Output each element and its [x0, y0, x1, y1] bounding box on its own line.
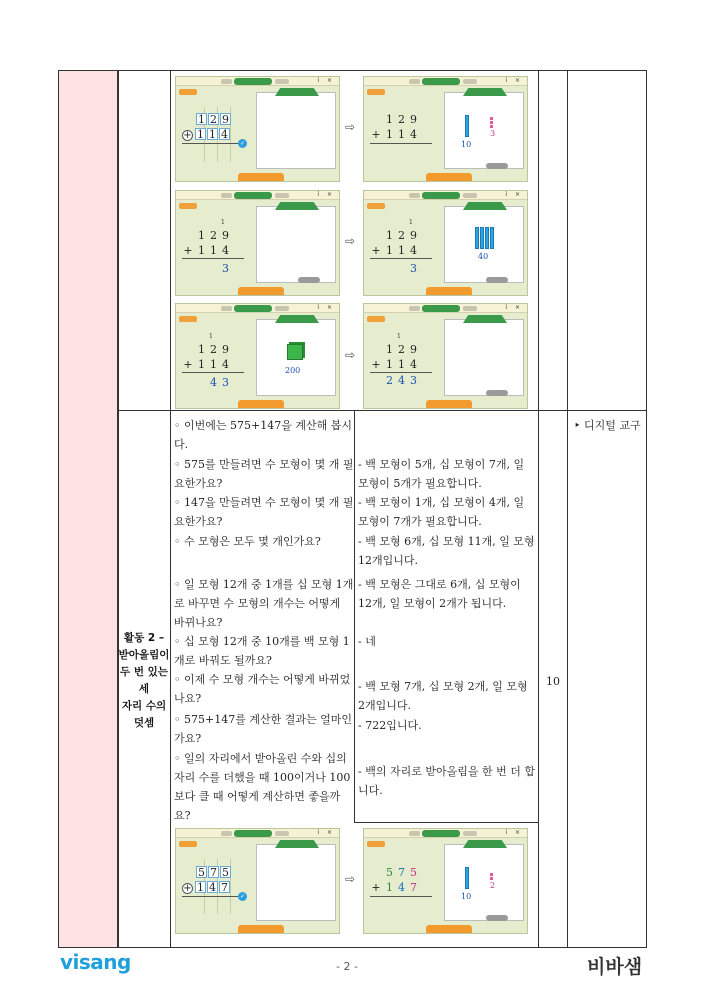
question-3: ◦ 147을 만들려면 수 모형이 몇 개 필요한가요?	[174, 496, 354, 528]
activity-label-line: 두 번 있는 세	[120, 666, 168, 695]
hundred-flat	[287, 344, 303, 360]
ten-rod	[485, 227, 489, 249]
ten-rod	[480, 227, 484, 249]
ten-rod	[475, 227, 479, 249]
carry-digit: 1	[397, 333, 401, 340]
divider	[646, 70, 647, 948]
info-close-icons: i ×	[317, 829, 335, 836]
question-6: ◦ 십 모형 12개 중 10개를 백 모형 1개로 바꿔도 될까요?	[174, 635, 350, 667]
screenshot-panel	[363, 303, 528, 409]
divider	[567, 70, 568, 948]
divider	[58, 947, 647, 948]
question-2: ◦ 575를 만들려면 수 모형이 몇 개 필요한가요?	[174, 458, 354, 490]
screenshot-panel	[363, 828, 528, 934]
answer-3: - 백 모형 6개, 십 모형 11개, 일 모형 12개입니다.	[358, 535, 535, 567]
block-label: 2	[490, 881, 496, 890]
answer-2: - 백 모형이 1개, 십 모형이 4개, 일 모형이 7개가 필요합니다.	[358, 496, 525, 528]
activity-label	[118, 630, 170, 732]
time-minutes: 10	[546, 675, 560, 688]
activity-label-line: 자리 수의	[121, 700, 167, 712]
unit-cube	[490, 877, 493, 880]
sum-result: 2 4 3	[386, 374, 417, 387]
question-9: ◦ 일의 자리에서 받아올린 수와 십의 자리 수를 더했을 때 100이거나 100보다 클 때 어떻게 계산하면 좋을까요?	[174, 752, 351, 822]
question-8: ◦ 575+147를 계산한 결과는 얼마인가요?	[174, 713, 352, 745]
question-4: ◦ 수 모형은 모두 몇 개인가요?	[174, 535, 321, 548]
page-number: - 2 -	[336, 960, 358, 973]
vivasam-logo: 비바샘	[587, 956, 643, 978]
divider	[354, 822, 538, 823]
unit-cube	[490, 125, 493, 128]
screenshot-panel	[175, 76, 340, 182]
answer-7: - 722입니다.	[358, 719, 422, 732]
bottom-addend: + 1 1 4	[371, 128, 417, 141]
bottom-addend: + 1 1 4	[183, 358, 229, 371]
answer-6: - 백 모형 7개, 십 모형 2개, 일 모형 2개입니다.	[358, 680, 528, 712]
top-addend: 1 2 9	[386, 343, 417, 356]
ten-rod	[490, 227, 494, 249]
bottom-addend: + 1 1 4	[371, 244, 417, 257]
divider	[118, 70, 119, 948]
unit-cube	[490, 121, 493, 124]
top-addend: 1 2 9	[198, 229, 229, 242]
top-addend: 1 2 9	[386, 113, 417, 126]
activity-label-line: 받아올림이	[118, 649, 170, 661]
bottom-addend: + 1 1 4	[371, 358, 417, 371]
info-close-icons: i ×	[317, 77, 335, 84]
bottom-addend: + 1 4 7	[183, 881, 228, 894]
answer-1: - 백 모형이 5개, 십 모형이 7개, 일 모형이 5개가 필요합니다.	[358, 458, 525, 490]
check-icon[interactable]: ✓	[239, 893, 246, 900]
block-label: 10	[461, 140, 472, 149]
sum-result: 3	[410, 262, 417, 275]
info-close-icons: i ×	[317, 191, 335, 198]
screenshot-panel	[363, 76, 528, 182]
info-close-icons: i ×	[317, 304, 335, 311]
arrow-right-icon: ⇨	[345, 872, 356, 886]
question-7: ◦ 이제 수 모형 개수는 어떻게 바뀌었나요?	[174, 673, 351, 705]
bottom-addend: + 1 1 4	[183, 128, 228, 141]
top-addend: 1 2 9	[198, 343, 229, 356]
ten-rod	[465, 867, 469, 889]
top-addend: 5 7 5	[386, 866, 417, 879]
divider	[118, 410, 647, 411]
carry-digit: 1	[209, 333, 213, 340]
divider	[170, 70, 171, 948]
visang-logo: visang	[60, 950, 131, 974]
carry-digit: 1	[409, 219, 413, 226]
top-addend: 1 2 9	[198, 113, 229, 126]
activity-label-line: 덧셈	[133, 717, 155, 729]
bottom-addend: + 1 4 7	[371, 881, 417, 894]
top-addend: 5 7 5	[198, 866, 229, 879]
screenshot-panel	[175, 303, 340, 409]
answer-8: - 백의 자리로 받아올림을 한 번 더 합니다.	[358, 765, 535, 797]
arrow-right-icon: ⇨	[345, 348, 356, 362]
bottom-addend: + 1 1 4	[183, 244, 229, 257]
screenshot-panel	[175, 190, 340, 296]
unit-cube	[490, 117, 493, 120]
left-category-column	[58, 70, 118, 948]
activity-label-line: 활동 2 –	[123, 632, 165, 644]
arrow-right-icon: ⇨	[345, 234, 356, 248]
info-close-icons: i ×	[505, 829, 523, 836]
info-close-icons: i ×	[505, 304, 523, 311]
block-label: 10	[461, 892, 472, 901]
note-digital-tool: ‣ 디지털 교구	[574, 419, 641, 432]
sum-result: 4 3	[210, 376, 229, 389]
question-1: ◦ 이번에는 575+147을 계산해 봅시다.	[174, 419, 352, 451]
screenshot-panel	[175, 828, 340, 934]
divider	[58, 70, 647, 71]
answer-4: - 백 모형은 그대로 6개, 십 모형이 12개, 일 모형이 2개가 됩니다.	[358, 578, 521, 610]
info-close-icons: i ×	[505, 191, 523, 198]
info-close-icons: i ×	[505, 77, 523, 84]
top-addend: 1 2 9	[386, 229, 417, 242]
screenshot-panel	[363, 190, 528, 296]
divider	[354, 410, 355, 822]
question-5: ◦ 일 모형 12개 중 1개를 십 모형 1개로 바꾸면 수 모형의 개수는 어떻게 바뀌나요?	[174, 578, 354, 629]
ten-rod	[465, 115, 469, 137]
carry-digit: 1	[221, 219, 225, 226]
unit-cube	[490, 873, 493, 876]
block-label: 3	[490, 129, 496, 138]
block-label: 40	[478, 252, 489, 261]
sum-result: 3	[222, 262, 229, 275]
check-icon[interactable]: ✓	[239, 140, 246, 147]
answer-5: - 네	[358, 635, 376, 648]
block-label: 200	[285, 366, 301, 375]
divider	[538, 70, 539, 948]
arrow-right-icon: ⇨	[345, 120, 356, 134]
